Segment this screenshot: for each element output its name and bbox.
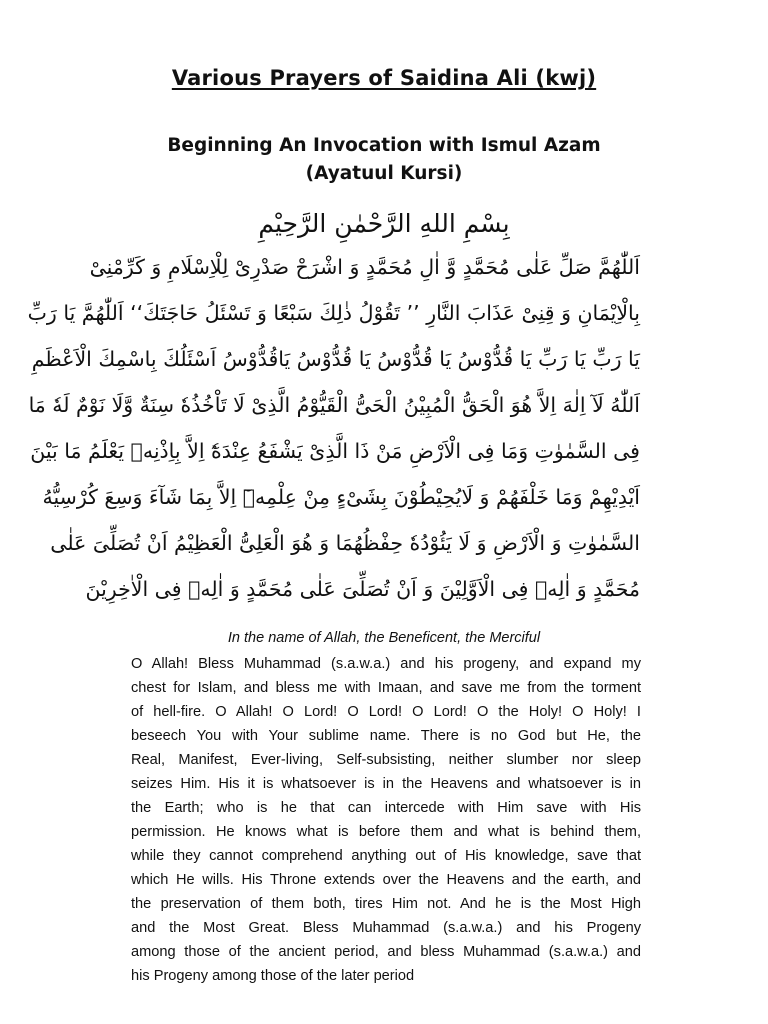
page-title: Various Prayers of Saidina Ali (kwj) (171, 66, 597, 90)
arabic-line: السَّمٰوٰتِ وَ الْاَرْضِ وَ لَا يَئُوْدُهٗ حِفْظُهُمَا وَ هُوَ الْعَلِىُّ الْعَظِيْمُ اَنْ تُصَلِّىَ عَلٰى (50, 531, 640, 555)
arabic-line: بِالْاِيْمَانِ وَ قِنِىْ عَذَابَ النَّارِ ’’ تَقُوْلُ ذٰلِكَ سَبْعًا وَ تَسْئَلُ حَاجَتَكَ‘‘ اَللّٰهُمَّ يَا رَبِّ (27, 301, 640, 325)
translation-line: seizes Him. His it is whatsoever is in the Heavens and whatsoever is in (131, 776, 641, 792)
arabic-line: فِى السَّمٰوٰتِ وَمَا فِى الْاَرْضِ مَنْ ذَا الَّذِىْ يَشْفَعُ عِنْدَهٗٓ اِلاَّ بِاِذْنِهٖ يَعْلَمُ مَا بَيْنَ (30, 439, 640, 463)
translation-line: and the Most Great. Bless Muhammad (s.a.w.a.) and his Progeny (131, 920, 641, 936)
section-subtitle (0, 132, 768, 188)
translation-paragraph (131, 652, 641, 988)
translation-line: among those of the ancient period, and bless Muhammad (s.a.w.a.) and (131, 944, 641, 960)
translation-line: the Earth; who is he that can intercede with Him save with His (131, 800, 641, 816)
translation-line: which He wills. His Throne extends over the Heavens and the earth, and (131, 872, 641, 888)
translation-line: Real, Manifest, Ever-living, Self-subsisting, neither slumber nor sleep (131, 752, 641, 768)
arabic-line: يَا رَبِّ يَا رَبِّ يَا قُدُّوْسُ يَا قُدُّوْسُ يَا قُدُّوْسُ يَاقُدُّوْسُ اَسْئَلُكَ بِاسْمِكَ الْاَعْظَمِ (31, 347, 640, 371)
translation-heading: In the name of Allah, the Beneficent, the Merciful (227, 630, 541, 646)
translation-line: of hell-fire. O Allah! O Lord! O Lord! O Lord! O the Holy! O Holy! I (131, 704, 641, 720)
arabic-line: اَللّٰهُ لَآ اِلٰهَ اِلاَّ هُوَ الْحَقُّ الْمُبِيْنُ الْحَىُّ الْقَيُّوْمُ الَّذِىْ لَا تَاْخُذُهٗ سِنَةٌ وَّلَا نَوْمٌ لَهٗ مَا (28, 393, 640, 417)
translation-line: the preservation of them both, tires Him not. And he is the Most High (131, 896, 641, 912)
translation-line: while they cannot comprehend anything out of His knowledge, save that (131, 848, 641, 864)
translation-line: beseech You with Your sublime name. There is no God but He, the (131, 728, 641, 744)
translation-line: his Progeny among those of the later period (131, 968, 415, 984)
arabic-basmala: بِسْمِ اللهِ الرَّحْمٰنِ الرَّحِيْمِ (258, 209, 510, 238)
translation-line: permission. He knows what is before them and what is behind them, (131, 824, 641, 840)
arabic-prayer-text (27, 204, 640, 612)
arabic-line: اَللّٰهُمَّ صَلِّ عَلٰى مُحَمَّدٍ وَّ اٰلِ مُحَمَّدٍ وَ اشْرَحْ صَدْرِىْ لِلْاِسْلَامِ وَ كَرِّمْنِىْ (89, 255, 640, 279)
subtitle-line: (Ayatuul Kursi) (305, 163, 463, 184)
arabic-line: اَيْدِيْهِمْ وَمَا خَلْفَهُمْ وَ لَايُحِيْطُوْنَ بِشَىْءٍ مِنْ عِلْمِهٖٓ اِلاَّ بِمَا شَآءَ وَسِعَ كُرْسِيُّهُ (42, 485, 640, 509)
subtitle-line: Beginning An Invocation with Ismul Azam (167, 135, 601, 156)
translation-line: O Allah! Bless Muhammad (s.a.w.a.) and his progeny, and expand my (131, 656, 641, 672)
translation-line: chest for Islam, and bless me with Imaan, and save me from the torment (131, 680, 641, 696)
arabic-line: مُحَمَّدٍ وَ اٰلِهٖ فِى الْاَوَّلِيْنَ وَ اَنْ تُصَلِّىَ عَلٰى مُحَمَّدٍ وَ اٰلِهٖ فِى الْاٰخِرِيْنَ (85, 577, 640, 601)
